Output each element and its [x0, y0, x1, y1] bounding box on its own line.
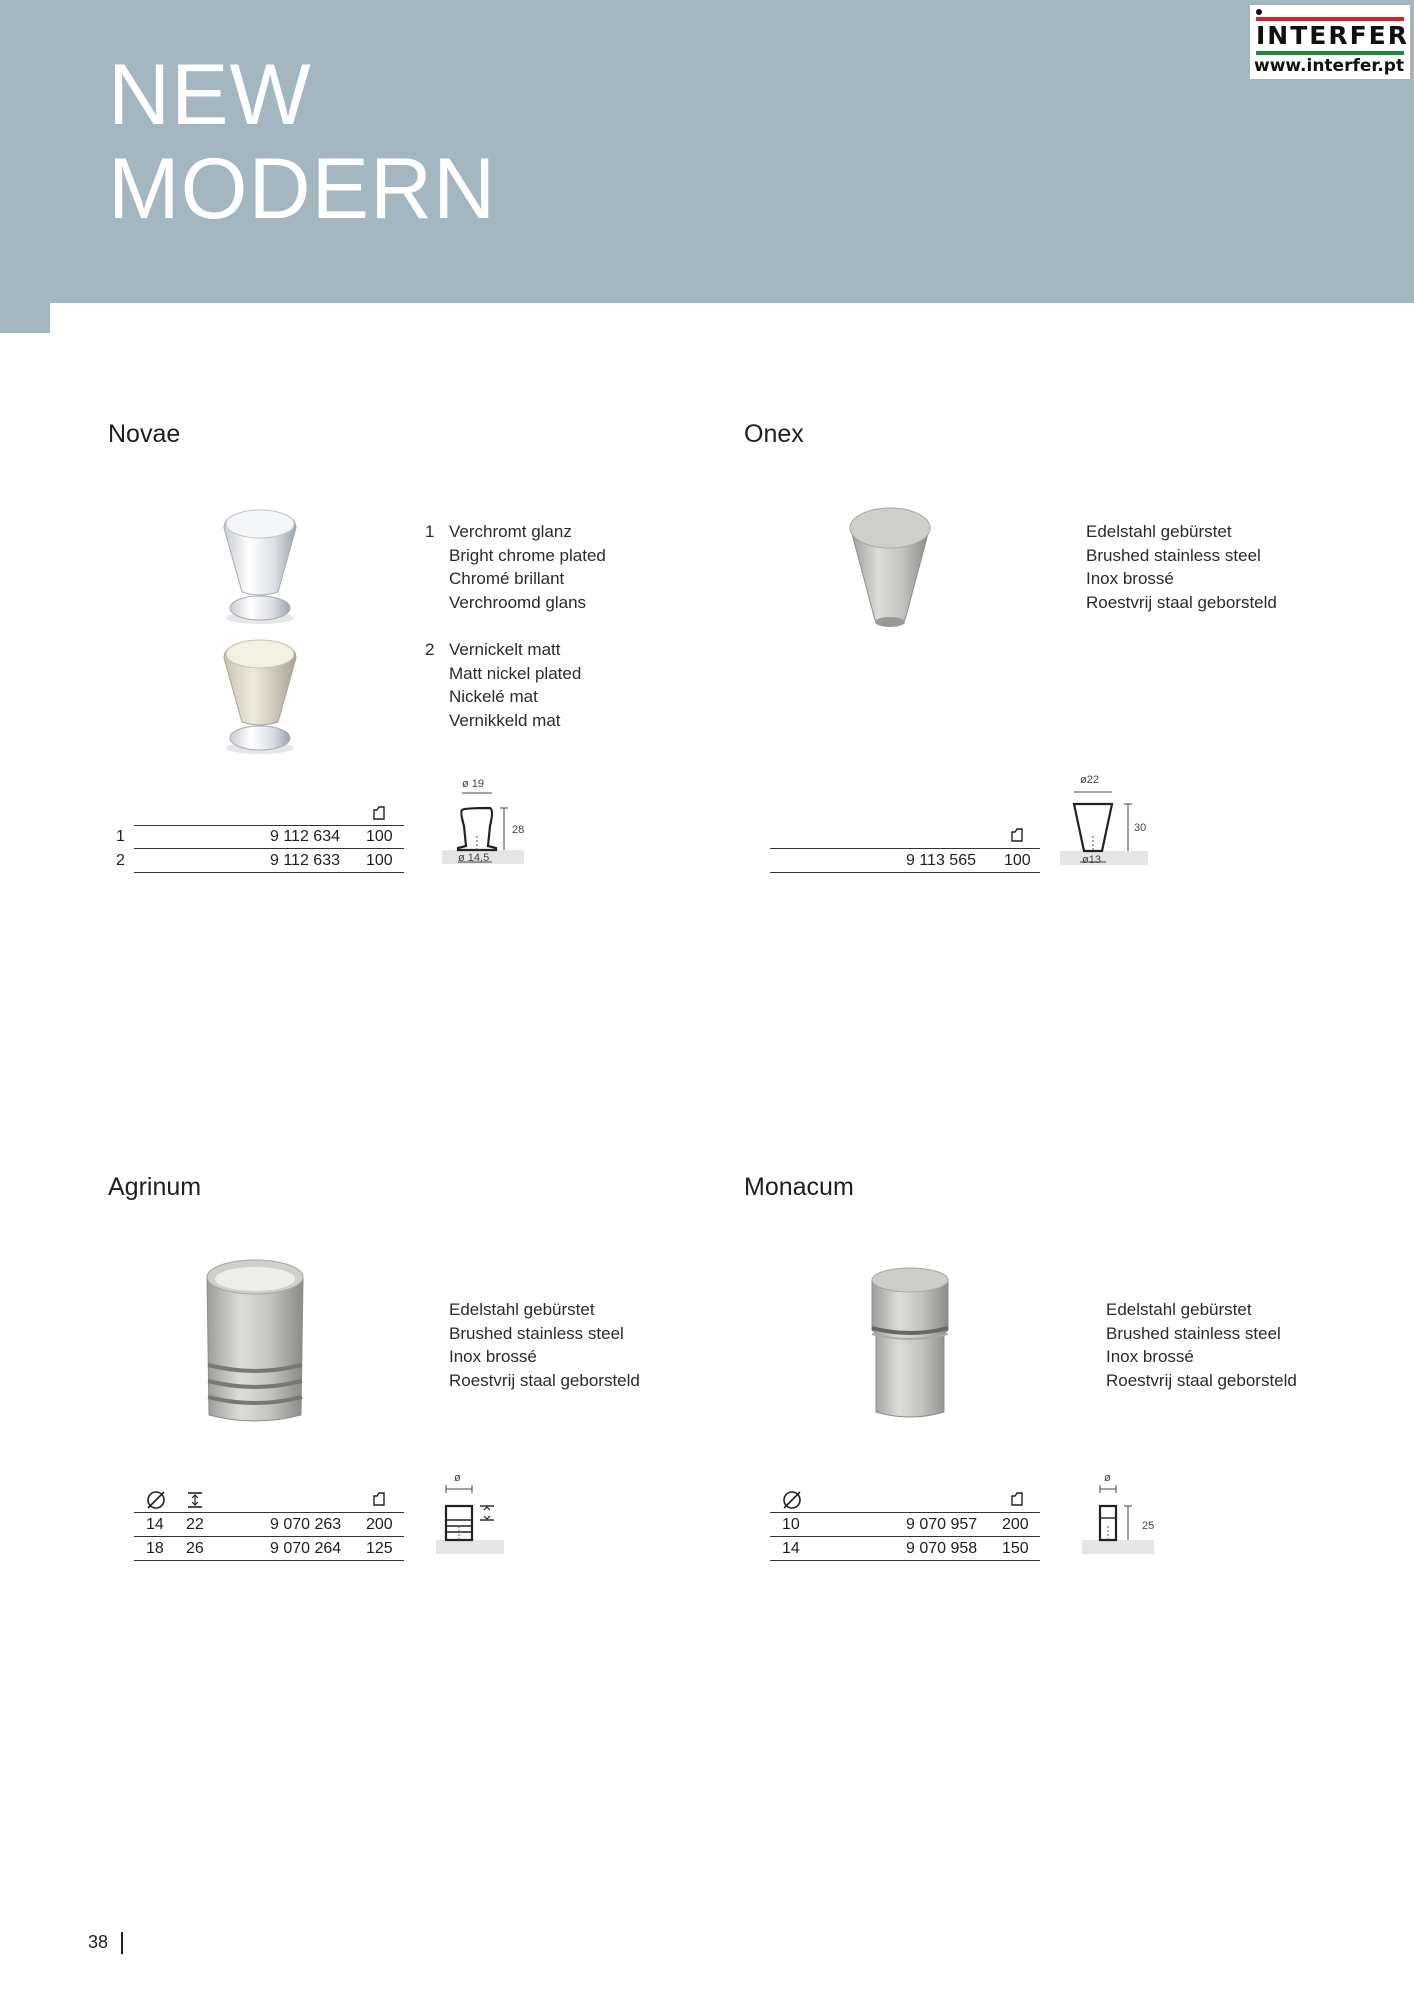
agrinum-profile-icon: [436, 1476, 516, 1566]
novae-dimension-drawing: [440, 778, 530, 873]
onex-article-table: [770, 822, 1045, 878]
article-number: 9 070 958: [906, 1540, 978, 1557]
agrinum-knob-image: [195, 1255, 315, 1430]
article-number: 9 113 565: [906, 852, 976, 869]
finish-line: Inox brossé: [449, 1347, 537, 1366]
pack-quantity: 150: [1002, 1540, 1029, 1557]
logo-wordmark: INTERFER: [1256, 21, 1410, 50]
finish-line: Verchromt glanz: [449, 522, 572, 541]
monacum-finish: [1106, 1298, 1297, 1392]
title-line-1: NEW: [108, 47, 312, 143]
finish-line: Nickelé mat: [449, 687, 538, 706]
pack-quantity: 200: [366, 1516, 393, 1533]
finish-line: Verchroomd glans: [449, 592, 587, 612]
row-number: 2: [116, 852, 125, 869]
agrinum-dimension-drawing: [436, 1472, 516, 1566]
title-line-2: MODERN: [108, 141, 497, 237]
agrinum-article-table: [134, 1486, 409, 1566]
dim-top-diameter: ø: [454, 1472, 461, 1484]
article-number: 9 070 263: [270, 1516, 342, 1533]
onex-dimension-drawing: [1060, 774, 1160, 874]
logo-url: www.interfer.pt: [1254, 56, 1405, 76]
height-value: 26: [186, 1540, 204, 1557]
page-number-divider: [121, 1932, 123, 1954]
logo-dot: [1256, 9, 1262, 15]
diameter-value: 14: [782, 1540, 800, 1557]
dim-height: 30: [1134, 822, 1147, 834]
finish-line: Roestvrij staal geborsteld: [449, 1370, 640, 1390]
package-icon: [1010, 826, 1024, 842]
novae-nickel-knob-image: [210, 630, 310, 755]
monacum-knob-image: [860, 1262, 960, 1432]
monacum-article-table: [770, 1486, 1045, 1566]
diameter-value: 14: [146, 1516, 164, 1533]
dim-base-diameter: ø13: [1082, 854, 1101, 866]
package-icon: [372, 1490, 386, 1506]
dim-top-diameter: ø22: [1080, 774, 1099, 786]
finish-line: Brushed stainless steel: [449, 1323, 624, 1343]
finish-line: Bright chrome plated: [449, 545, 606, 565]
finish-line: Edelstahl gebürstet: [1086, 522, 1232, 541]
diameter-icon: [782, 1490, 802, 1510]
pack-quantity: 125: [366, 1540, 393, 1557]
product-title-monacum: Monacum: [744, 1173, 854, 1201]
page-number: 38: [88, 1932, 109, 1952]
finish-number: 1: [425, 522, 435, 541]
onex-knob-image: [845, 500, 935, 632]
finish-line: Chromé brillant: [449, 569, 565, 588]
finish-line: Roestvrij staal geborsteld: [1086, 592, 1277, 612]
article-number: 9 112 633: [270, 852, 340, 869]
diameter-value: 18: [146, 1540, 164, 1557]
monacum-profile-icon: [1080, 1476, 1170, 1566]
finish-line: Roestvrij staal geborsteld: [1106, 1370, 1297, 1390]
diameter-value: 10: [782, 1516, 800, 1533]
header-notch: [0, 303, 50, 333]
pack-quantity: 100: [366, 828, 393, 845]
row-number: 1: [116, 828, 125, 845]
novae-finish-1: [425, 520, 606, 614]
monacum-dimension-drawing: [1080, 1472, 1170, 1566]
height-icon: [186, 1490, 204, 1510]
finish-line: Brushed stainless steel: [1086, 545, 1261, 565]
agrinum-finish: [449, 1298, 640, 1392]
dim-base-diameter: ø 14,5: [458, 852, 490, 864]
finish-line: Edelstahl gebürstet: [449, 1300, 595, 1319]
brand-logo: [1250, 5, 1410, 79]
package-icon: [372, 804, 386, 820]
novae-chrome-knob-image: [210, 500, 310, 625]
novae-article-table: [108, 798, 408, 878]
dim-top-diameter: ø 19: [462, 778, 485, 790]
product-title-novae: Novae: [108, 420, 181, 448]
finish-line: Inox brossé: [1086, 569, 1174, 588]
article-number: 9 112 634: [270, 828, 340, 845]
finish-line: Inox brossé: [1106, 1347, 1194, 1366]
finish-number: 2: [425, 640, 435, 659]
dim-height: 25: [1142, 1520, 1155, 1532]
finish-line: Vernikkeld mat: [449, 710, 561, 730]
article-number: 9 070 957: [906, 1516, 978, 1533]
pack-quantity: 200: [1002, 1516, 1029, 1533]
pack-quantity: 100: [1004, 852, 1031, 869]
page-title: [108, 48, 496, 236]
package-icon: [1010, 1490, 1024, 1506]
finish-line: Edelstahl gebürstet: [1106, 1300, 1252, 1319]
novae-finish-2: [425, 638, 581, 732]
height-value: 22: [186, 1516, 204, 1533]
article-number: 9 070 264: [270, 1540, 342, 1557]
pack-quantity: 100: [366, 852, 393, 869]
finish-line: Brushed stainless steel: [1106, 1323, 1281, 1343]
onex-finish: [1086, 520, 1277, 614]
product-title-onex: Onex: [744, 420, 804, 448]
finish-line: Matt nickel plated: [449, 663, 582, 683]
diameter-icon: [146, 1490, 166, 1510]
dim-top-diameter: ø: [1104, 1472, 1111, 1484]
dim-height: 28: [512, 824, 525, 836]
product-title-agrinum: Agrinum: [108, 1173, 202, 1201]
finish-line: Vernickelt matt: [449, 640, 561, 659]
